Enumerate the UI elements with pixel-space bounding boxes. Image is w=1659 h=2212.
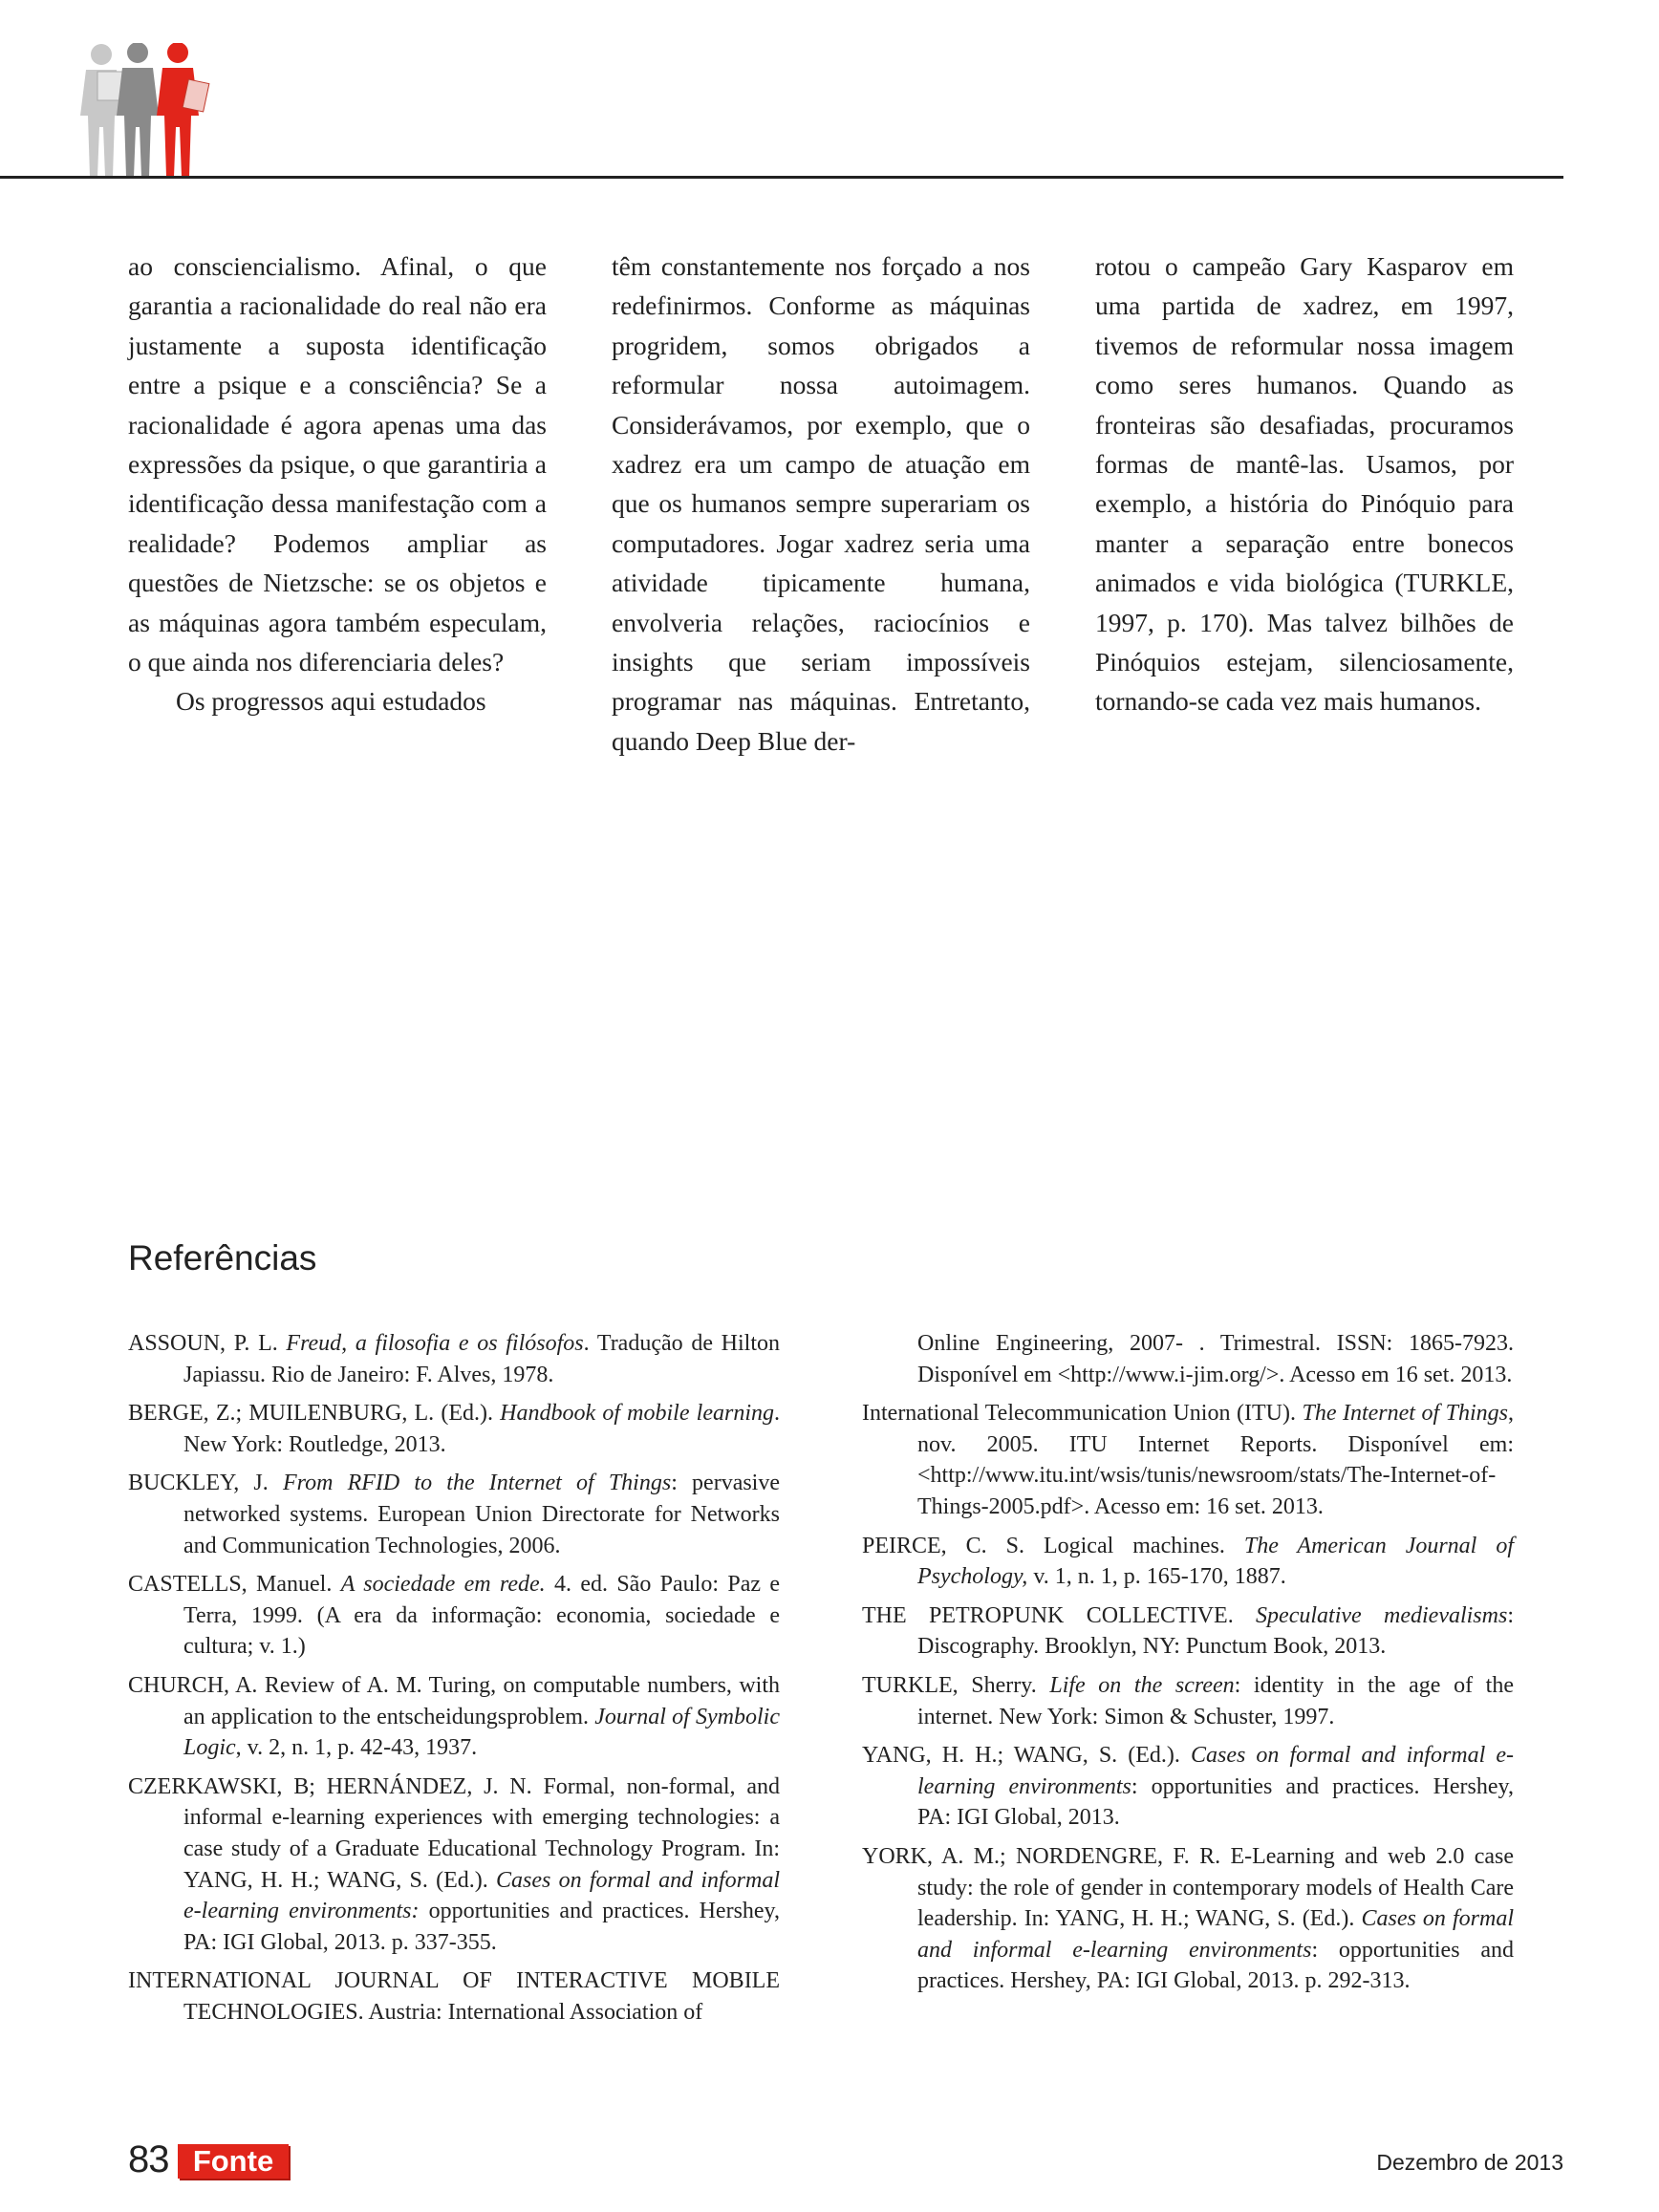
body-paragraph: rotou o campeão Gary Kasparov em uma partida de xadrez, em 1997, tivemos de reformular nossa imagem como seres humanos. Quando as fronteiras são desafiadas, procuramos formas de mantê-las. Usamos, por exemplo, a história do Pinóquio para manter a separação entre bonecos animados e vida biológica (TURKLE, 1997, p. 170). Mas talvez bilhões de Pinóquios estejam, silenciosamente, tornando-se cada vez mais humanos. (1095, 251, 1514, 717)
body-paragraph: Os progressos aqui estudados (176, 686, 486, 717)
reference-entry: CASTELLS, Manuel. A sociedade em rede. 4. ed. São Paulo: Paz e Terra, 1999. (A era da informação: economia, sociedade e cultura; v. 1.) (128, 1572, 781, 1660)
body-column-2 (612, 247, 1030, 761)
reference-entry: CHURCH, A. Review of A. M. Turing, on computable numbers, with an application to the entscheidungsproblem. Journal of Symbolic Logic, v. 2, n. 1, p. 42-43, 1937. (128, 1672, 780, 1761)
reference-entry: YANG, H. H.; WANG, S. (Ed.). Cases on formal and informal e-learning environments: opportunities and practices. Hershey, PA: IGI Global, 2013. (862, 1743, 1515, 1831)
reference-continuation: Online Engineering, 2007- . Trimestral. ISSN: 1865-7923. Disponível em <http://www.i-jim.org/>. Acesso em 16 set. 2013. (917, 1331, 1514, 1387)
page-number: 83 (128, 2138, 169, 2180)
references-heading: Referências (128, 1238, 317, 1278)
reference-entry: THE PETROPUNK COLLECTIVE. Speculative medievalisms: Discography. Brooklyn, NY: Punctum Book, 2013. (862, 1602, 1514, 1660)
reference-entry: TURKLE, Sherry. Life on the screen: identity in the age of the internet. New York: Simon & Schuster, 1997. (862, 1672, 1515, 1729)
body-paragraph: têm constantemente nos forçado a nos redefinirmos. Conforme as máquinas progridem, somos obrigados a reformular nossa autoimagem. Considerávamos, por exemplo, que o xadrez era um campo de atuação em que os humanos sempre superariam os computadores. Jogar xadrez seria uma atividade tipicamente humana, envolveria relações, raciocínios e insights que seriam impossíveis programar nas máquinas. Entretanto, quando Deep Blue der- (612, 251, 1030, 756)
body-paragraph: ao consciencialismo. Afinal, o que garantia a racionalidade do real não era justamente a suposta identificação entre a psique e a consciência? Se a racionalidade é agora apenas uma das expressões da psique, o que garantiria a identificação dessa manifestação com a realidade? Podemos ampliar as questões de Nietzsche: se os objetos e as máquinas agora também especulam, o que ainda nos diferenciaria deles? (128, 251, 547, 677)
figures-logo-icon (78, 43, 222, 179)
reference-entry: BUCKLEY, J. From RFID to the Internet of Things: pervasive networked systems. European Union Directorate for Networks and Communication Technologies, 2006. (128, 1471, 781, 1558)
magazine-logo: Fonte (178, 2144, 289, 2179)
reference-entry: International Telecommunication Union (ITU). The Internet of Things, nov. 2005. ITU Internet Reports. Disponível em: <http://www.itu.int/wsis/tunis/newsroom/stats/The-Internet-of-Things-2005.pdf>. Acesso em: 16 set. 2013. (862, 1401, 1515, 1519)
references-column-2 (862, 1328, 1514, 2005)
reference-entry: CZERKAWSKI, B; HERNÁNDEZ, J. N. Formal, non-formal, and informal e-learning experiences with emerging technologies: a case study of a Graduate Educational Technology Program. In: YANG, H. H.; WANG, S. (Ed.). Cases on formal and informal e-learning environments: opportunities and practices. Hershey, PA: IGI Global, 2013. p. 337-355. (128, 1773, 780, 1955)
header-rule (0, 176, 1563, 179)
body-column-1 (128, 247, 547, 721)
references-column-1 (128, 1328, 780, 2035)
issue-date: Dezembro de 2013 (1376, 2150, 1563, 2175)
reference-entry: PEIRCE, C. S. Logical machines. The American Journal of Psychology, v. 1, n. 1, p. 165-170, 1887. (862, 1533, 1514, 1590)
reference-entry: INTERNATIONAL JOURNAL OF INTERACTIVE MOBILE TECHNOLOGIES. Austria: International Association of (128, 1968, 780, 2025)
reference-entry: ASSOUN, P. L. Freud, a filosofia e os filósofos. Tradução de Hilton Japiassu. Rio de Janeiro: F. Alves, 1978. (128, 1331, 780, 1387)
body-column-3 (1095, 247, 1514, 721)
reference-entry: YORK, A. M.; NORDENGRE, F. R. E-Learning and web 2.0 case study: the role of gender in contemporary models of Health Care leadership. In: YANG, H. H.; WANG, S. (Ed.). Cases on formal and informal e-learning environments: opportunities and practices. Hershey, PA: IGI Global, 2013. p. 292-313. (862, 1843, 1514, 1994)
reference-entry: BERGE, Z.; MUILENBURG, L. (Ed.). Handbook of mobile learning. New York: Routledge, 2013. (128, 1401, 780, 1457)
